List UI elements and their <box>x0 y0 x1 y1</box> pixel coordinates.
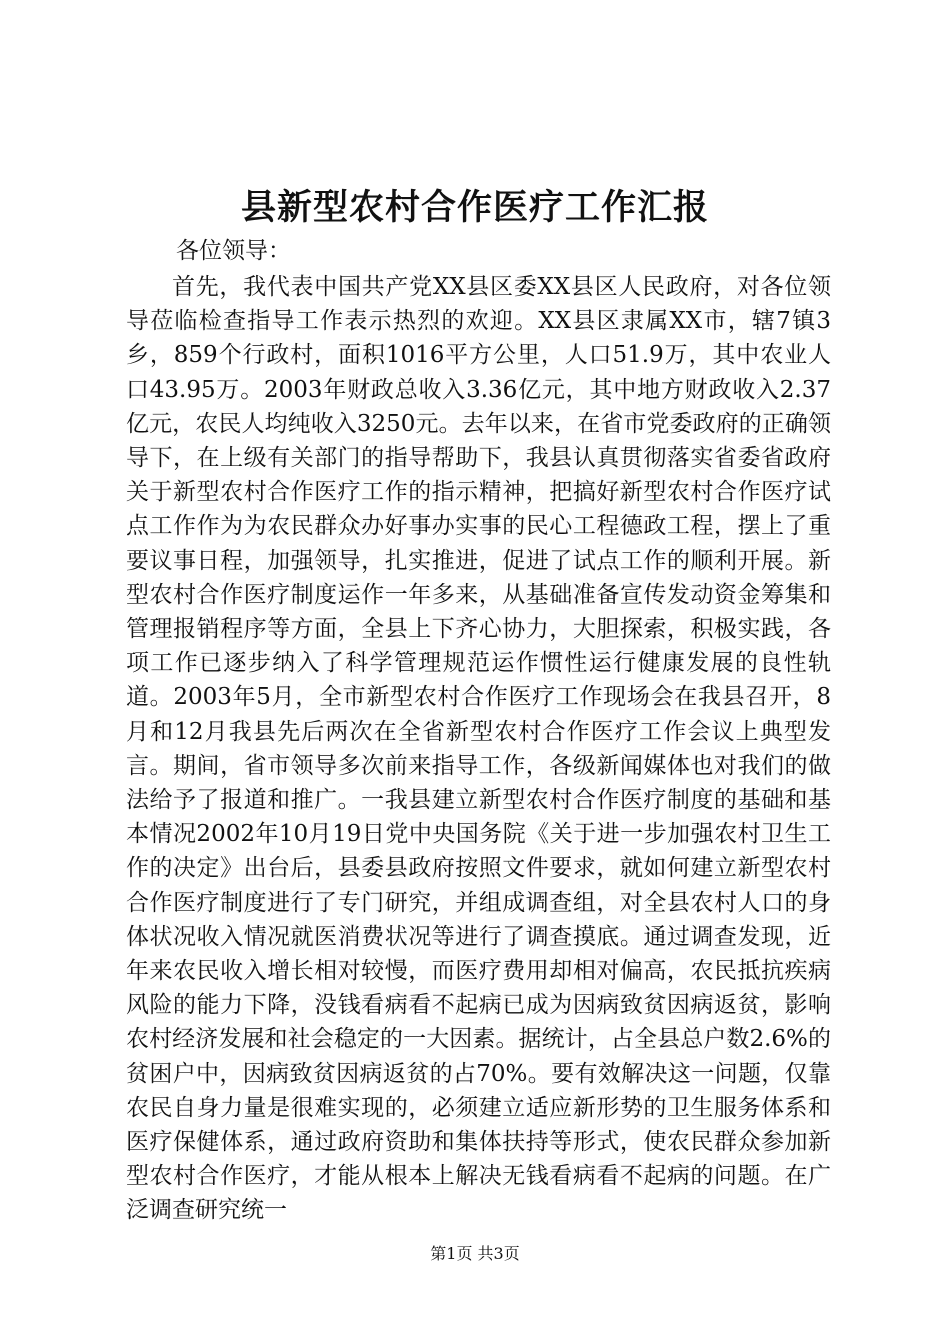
body-paragraph: 首先，我代表中国共产党XX县区委XX县区人民政府，对各位领导莅临检查指导工作表示热烈的欢迎。XX县区隶属XX市，辖7镇3乡，859个行政村，面积1016平方公里，人口51.9万，其中农业人口43.95万。2003年财政总收入3.36亿元，其中地方财政收入2.37亿元，农民人均纯收入3250元。去年以来，在省市党委政府的正确领导下，在上级有关部门的指导帮助下，我县认真贯彻落实省委省政府关于新型农村合作医疗工作的指示精神，把搞好新型农村合作医疗试点工作作为为农民群众办好事办实事的民心工程德政工程，摆上了重要议事日程，加强领导，扎实推进，促进了试点工作的顺利开展。新型农村合作医疗制度运作一年多来，从基础准备宣传发动资金筹集和管理报销程序等方面，全县上下齐心协力，大胆探索，积极实践，各项工作已逐步纳入了科学管理规范运作惯性运行健康发展的良性轨道。2003年5月，全市新型农村合作医疗工作现场会在我县召开，8月和12月我县先后两次在全省新型农村合作医疗工作会议上典型发言。期间，省市领导多次前来指导工作，各级新闻媒体也对我们的做法给予了报道和推广。一我县建立新型农村合作医疗制度的基础和基本情况2002年10月19日党中央国务院《关于进一步加强农村卫生工作的决定》出台后，县委县政府按照文件要求，就如何建立新型农村合作医疗制度进行了专门研究，并组成调查组，对全县农村人口的身体状况收入情况就医消费状况等进行了调查摸底。通过调查发现，近年来农民收入增长相对较慢，而医疗费用却相对偏高，农民抵抗疾病风险的能力下降，没钱看病看不起病已成为因病致贫因病返贫，影响农村经济发展和社会稳定的一大因素。据统计，占全县总户数2.6%的贫困户中，因病致贫因病返贫的占70%。要有效解决这一问题，仅靠农民自身力量是很难实现的，必须建立适应新形势的卫生服务体系和医疗保健体系，通过政府资助和集体扶持等形式，使农民群众参加新型农村合作医疗，才能从根本上解决无钱看病看不起病的问题。在广泛调查研究统一 <box>126 274 831 1224</box>
page-number: 第1页 共3页 <box>430 1244 520 1263</box>
salutation: 各位领导： <box>176 238 291 264</box>
document-title: 县新型农村合作医疗工作汇报 <box>240 187 709 228</box>
